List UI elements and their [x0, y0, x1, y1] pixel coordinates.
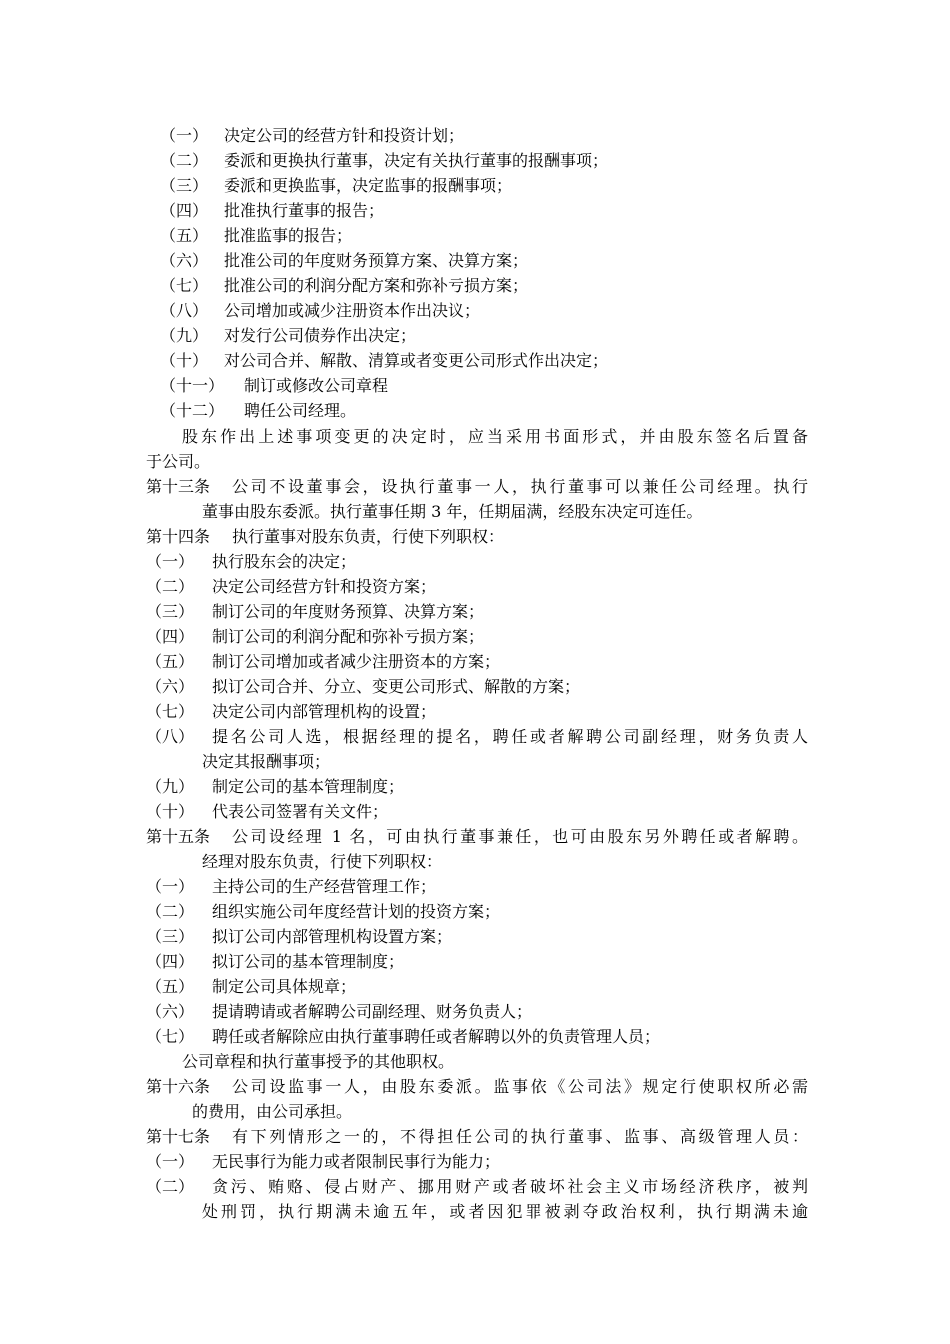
item-number: （二）: [146, 902, 195, 921]
article-label: 第十三条: [146, 477, 211, 496]
article-label: 第十五条: [146, 827, 211, 846]
article-label: 第十七条: [146, 1127, 211, 1146]
item-number: （五）: [160, 226, 209, 245]
item-number: （一）: [146, 877, 195, 896]
item-text: 决定其报酬事项；: [202, 752, 331, 771]
item-number: （六）: [146, 677, 195, 696]
item-text: 执行股东会的决定；: [212, 552, 357, 571]
article-text: 公司设监事一人，由股东委派。监事依《公司法》规定行使职权所必需: [232, 1077, 808, 1096]
item-text: 决定公司内部管理机构的设置；: [212, 702, 437, 721]
item-text: 主持公司的生产经营管理工作；: [212, 877, 437, 896]
item-text: 决定公司经营方针和投资方案；: [212, 577, 437, 596]
item-text: 提名公司人选，根据经理的提名，聘任或者解聘公司副经理，财务负责人: [212, 727, 808, 746]
item-number: （二）: [146, 577, 195, 596]
item-text: 处刑罚，执行期满未逾五年，或者因犯罪被剥夺政治权利，执行期满未逾: [202, 1202, 808, 1221]
item-number: （五）: [146, 977, 195, 996]
item-number: （二）: [146, 1177, 195, 1196]
item-number: （十）: [146, 802, 195, 821]
item-text: 批准执行董事的报告；: [224, 201, 385, 220]
item-text: 代表公司签署有关文件；: [212, 802, 389, 821]
item-number: （九）: [160, 326, 209, 345]
item-text: 提请聘请或者解聘公司副经理、财务负责人；: [212, 1002, 533, 1021]
item-text: 制定公司具体规章；: [212, 977, 357, 996]
item-number: （五）: [146, 652, 195, 671]
article-text: 有下列情形之一的，不得担任公司的执行董事、监事、高级管理人员：: [232, 1127, 808, 1146]
article-text: 经理对股东负责，行使下列职权：: [202, 852, 443, 871]
item-text: 批准公司的利润分配方案和弥补亏损方案；: [224, 276, 529, 295]
article-text: 董事由股东委派。执行董事任期 3 年，任期届满，经股东决定可连任。: [202, 502, 703, 521]
item-number: （八）: [160, 301, 209, 320]
item-number: （七）: [146, 1027, 195, 1046]
item-text: 对发行公司债券作出决定；: [224, 326, 417, 345]
article-text: 公司设经理 1 名，可由执行董事兼任，也可由股东另外聘任或者解聘。: [232, 827, 808, 846]
article-label: 第十四条: [146, 527, 211, 546]
item-text: 聘任公司经理。: [244, 401, 357, 420]
item-text: 委派和更换执行董事，决定有关执行董事的报酬事项；: [224, 151, 609, 170]
item-text: 制订公司的利润分配和弥补亏损方案；: [212, 627, 485, 646]
item-text: 委派和更换监事，决定监事的报酬事项；: [224, 176, 513, 195]
item-number: （二）: [160, 151, 209, 170]
item-number: （九）: [146, 777, 195, 796]
item-number: （三）: [146, 927, 195, 946]
article-text: 公司不设董事会，设执行董事一人，执行董事可以兼任公司经理。执行: [232, 477, 808, 496]
paragraph-text: 于公司。: [146, 452, 211, 471]
item-number: （一）: [146, 552, 195, 571]
item-number: （一）: [146, 1152, 195, 1171]
item-number: （四）: [146, 952, 195, 971]
item-number: （三）: [146, 602, 195, 621]
item-number: （一）: [160, 126, 209, 145]
item-number: （四）: [160, 201, 209, 220]
item-text: 公司增加或减少注册资本作出决议；: [224, 301, 481, 320]
item-text: 制订或修改公司章程: [244, 376, 389, 395]
item-number: （八）: [146, 727, 195, 746]
item-text: 决定公司的经营方针和投资计划；: [224, 126, 465, 145]
item-text: 制定公司的基本管理制度；: [212, 777, 405, 796]
paragraph-text: 公司章程和执行董事授予的其他职权。: [182, 1052, 455, 1071]
item-number: （六）: [146, 1002, 195, 1021]
item-number: （十二）: [160, 401, 225, 420]
item-text: 制订公司的年度财务预算、决算方案；: [212, 602, 485, 621]
article-text: 的费用，由公司承担。: [192, 1102, 353, 1121]
item-number: （四）: [146, 627, 195, 646]
item-text: 无民事行为能力或者限制民事行为能力；: [212, 1152, 501, 1171]
item-text: 批准公司的年度财务预算方案、决算方案；: [224, 251, 529, 270]
item-text: 贪污、贿赂、侵占财产、挪用财产或者破坏社会主义市场经济秩序，被判: [212, 1177, 808, 1196]
item-text: 制订公司增加或者减少注册资本的方案；: [212, 652, 501, 671]
article-label: 第十六条: [146, 1077, 211, 1096]
item-number: （七）: [146, 702, 195, 721]
item-number: （七）: [160, 276, 209, 295]
item-number: （六）: [160, 251, 209, 270]
item-number: （三）: [160, 176, 209, 195]
paragraph-text: 股东作出上述事项变更的决定时，应当采用书面形式，并由股东签名后置备: [182, 427, 808, 446]
item-text: 组织实施公司年度经营计划的投资方案；: [212, 902, 501, 921]
item-text: 拟订公司合并、分立、变更公司形式、解散的方案；: [212, 677, 581, 696]
item-number: （十一）: [160, 376, 225, 395]
item-text: 拟订公司内部管理机构设置方案；: [212, 927, 453, 946]
item-text: 拟订公司的基本管理制度；: [212, 952, 405, 971]
item-text: 对公司合并、解散、清算或者变更公司形式作出决定；: [224, 351, 609, 370]
item-text: 批准监事的报告；: [224, 226, 353, 245]
item-number: （十）: [160, 351, 209, 370]
article-text: 执行董事对股东负责，行使下列职权：: [232, 527, 505, 546]
item-text: 聘任或者解除应由执行董事聘任或者解聘以外的负责管理人员；: [212, 1027, 661, 1046]
